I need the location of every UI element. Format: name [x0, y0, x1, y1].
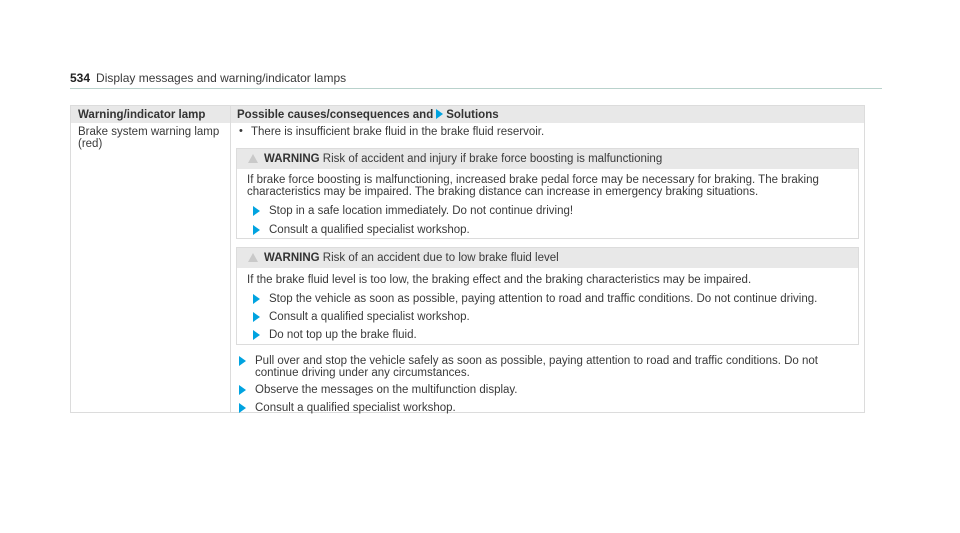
bullet-icon: •	[239, 125, 243, 137]
page-header	[70, 71, 882, 89]
warning-box-1-header	[237, 149, 858, 169]
column-header-causes-text: Possible causes/consequences and	[237, 109, 434, 121]
warning-2-text-line1: If the brake fluid level is too low, the braking effect and the braking characteristics may be impaired.	[247, 274, 752, 286]
page-number: 534	[70, 71, 91, 85]
warning-1-step-1: Stop in a safe location immediately. Do not continue driving!	[269, 205, 574, 217]
column-header-causes	[237, 108, 499, 122]
step-3: Consult a qualified specialist workshop.	[255, 402, 456, 414]
warning-box-1-title	[264, 153, 662, 165]
step-arrow-icon	[239, 385, 246, 395]
step-arrow-icon	[239, 403, 246, 413]
column-header-lamp: Warning/indicator lamp	[78, 109, 206, 121]
warning-2-step-1: Stop the vehicle as soon as possible, paying attention to road and traffic conditions. Do not continue driving.	[269, 293, 818, 305]
warning-1-title-text: Risk of accident and injury if brake force boosting is malfunctioning	[322, 153, 663, 165]
warning-2-label: WARNING	[264, 252, 320, 264]
step-1-line1: Pull over and stop the vehicle safely as soon as possible, paying attention to road and traffic conditions. Do not	[255, 355, 818, 367]
warning-box-1	[236, 148, 859, 239]
warning-2-title-text: Risk of an accident due to low brake fluid level	[322, 252, 559, 264]
step-arrow-icon	[253, 312, 260, 322]
step-arrow-icon	[253, 330, 260, 340]
warning-lamp-table	[70, 105, 865, 413]
warning-box-2-title	[264, 252, 559, 264]
warning-box-2-header	[237, 248, 858, 268]
warning-triangle-icon	[248, 253, 258, 262]
warning-1-text-line2: characteristics may be impaired. The braking distance can increase in emergency braking situations.	[247, 186, 759, 198]
warning-2-step-2: Consult a qualified specialist workshop.	[269, 311, 470, 323]
page-header-title: Display messages and warning/indicator lamps	[96, 71, 347, 85]
warning-1-label: WARNING	[264, 153, 320, 165]
column-divider	[230, 106, 231, 412]
warning-2-step-3: Do not top up the brake fluid.	[269, 329, 417, 341]
warning-box-2	[236, 247, 859, 345]
solutions-arrow-icon	[436, 109, 443, 119]
step-arrow-icon	[253, 294, 260, 304]
step-2: Observe the messages on the multifunction display.	[255, 384, 518, 396]
column-header-solutions-text: Solutions	[446, 109, 499, 121]
warning-1-step-2: Consult a qualified specialist workshop.	[269, 224, 470, 236]
lamp-name: Brake system warning lamp (red)	[78, 126, 220, 150]
step-arrow-icon	[253, 225, 260, 235]
warning-1-text-line1: If brake force boosting is malfunctioning, increased brake pedal force may be necessary for braking. The braking	[247, 174, 819, 186]
cause-text: There is insufficient brake fluid in the brake fluid reservoir.	[251, 126, 545, 138]
warning-triangle-icon	[248, 154, 258, 163]
step-arrow-icon	[253, 206, 260, 216]
step-1-line2: continue driving under any circumstances.	[255, 367, 470, 379]
table-header-row	[71, 106, 864, 123]
step-arrow-icon	[239, 356, 246, 366]
